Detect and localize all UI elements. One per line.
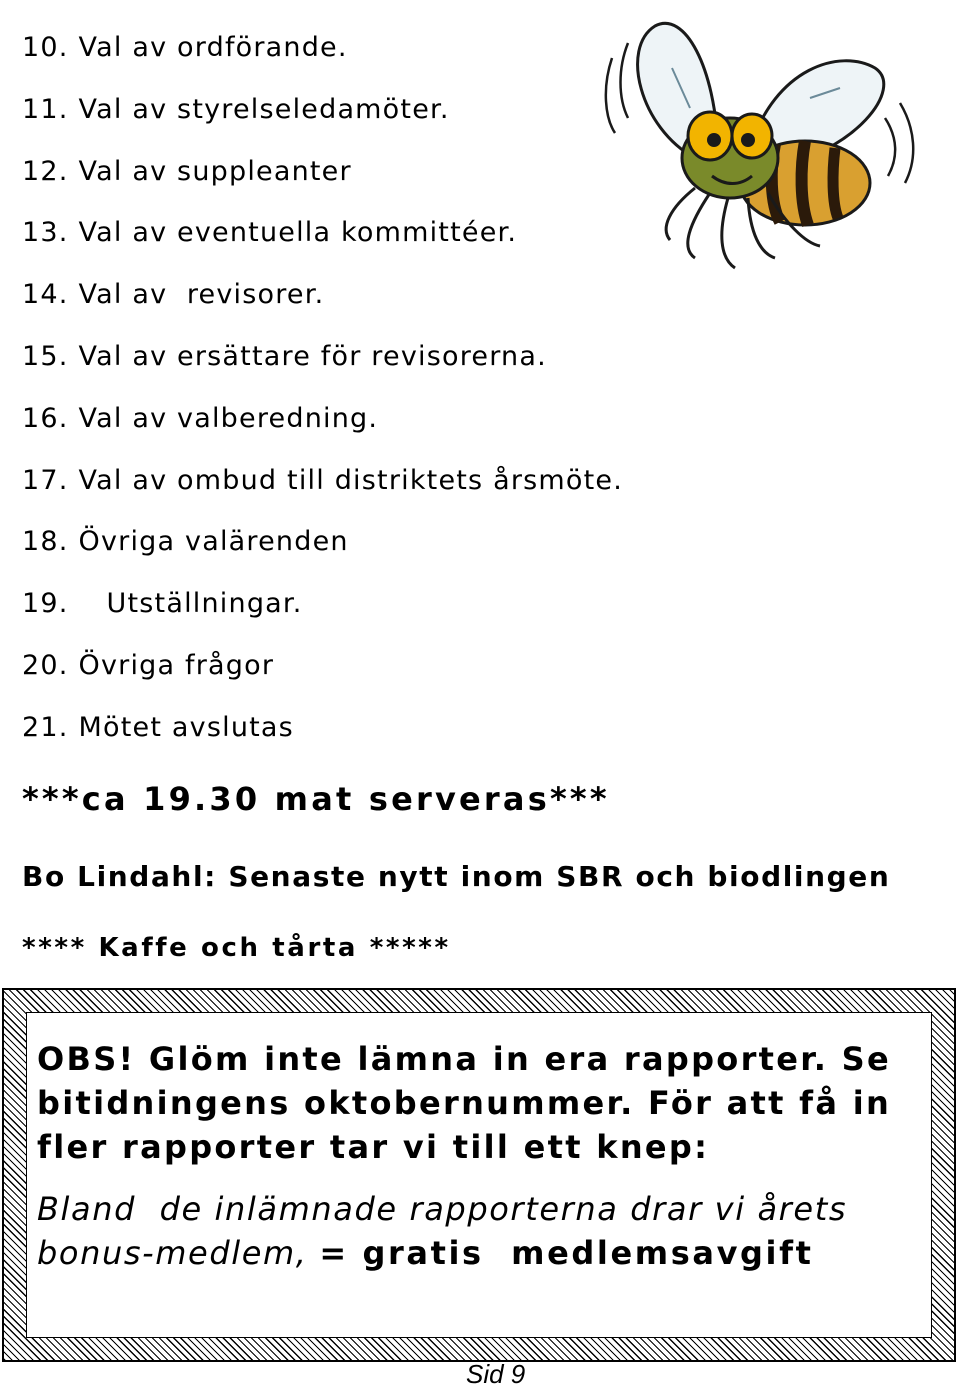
agenda-item [22, 399, 623, 461]
agenda-item-number: 18. [22, 526, 69, 558]
agenda-item-number: 21. [22, 711, 69, 743]
notice-bold-line: fler rapporter tar vi till ett knep: [37, 1128, 710, 1166]
agenda-item [22, 337, 623, 399]
coffee-announcement: **** Kaffe och tårta ***** [22, 933, 451, 963]
page-number: Sid 9 [466, 1359, 526, 1389]
agenda-item [22, 584, 623, 646]
notice-bold-line: OBS! Glöm inte lämna in era rapporter. Se [37, 1040, 892, 1078]
agenda-item-number: 12. [22, 155, 69, 187]
notice-italic-paragraph [37, 1187, 921, 1275]
agenda-item-number: 16. [22, 402, 69, 434]
notice-content [26, 1012, 932, 1338]
agenda-item-text: Val av eventuella kommittéer. [78, 217, 518, 249]
agenda-item [22, 275, 623, 337]
notice-box [2, 988, 956, 1362]
agenda-item-number: 10. [22, 32, 69, 63]
agenda-item-number: 14. [22, 279, 69, 311]
agenda-item-text: Val av ordförande. [78, 32, 348, 63]
agenda-item-text: Val av ersättare för revisorerna. [78, 340, 547, 372]
agenda-list [22, 28, 623, 770]
notice-italic-line: bonus-medlem, [37, 1234, 320, 1272]
agenda-item-number: 19. [22, 588, 69, 620]
agenda-item-text: Val av suppleanter [78, 155, 352, 187]
agenda-item-text: Mötet avslutas [78, 711, 294, 743]
food-announcement: ***ca 19.30 mat serveras*** [22, 780, 610, 818]
notice-italic-line: Bland de inlämnade rapporterna drar vi årets [37, 1190, 848, 1228]
bee-illustration [600, 8, 930, 283]
agenda-item [22, 90, 623, 152]
agenda-item-number: 20. [22, 649, 69, 681]
agenda-item-text: Val av revisorer. [78, 279, 325, 311]
agenda-item-text: Övriga valärenden [78, 526, 349, 558]
agenda-item-text: Val av ombud till distriktets årsmöte. [78, 464, 624, 496]
agenda-item [22, 461, 623, 523]
agenda-item [22, 522, 623, 584]
agenda-item-text: Utställningar. [106, 588, 303, 620]
bonus-offer: = gratis medlemsavgift [319, 1234, 814, 1272]
agenda-item-number: 17. [22, 464, 69, 496]
agenda-item-number: 13. [22, 217, 69, 249]
agenda-item [22, 152, 623, 214]
agenda-item [22, 708, 623, 770]
agenda-item [22, 213, 623, 275]
agenda-item [22, 28, 623, 90]
agenda-item-number: 11. [22, 93, 69, 125]
agenda-item-text: Övriga frågor [78, 649, 275, 681]
agenda-item-text: Val av valberedning. [78, 402, 379, 434]
agenda-item-text: Val av styrelseledamöter. [78, 93, 450, 125]
agenda-item-number: 15. [22, 340, 69, 372]
bee-head [682, 112, 778, 198]
lecture-announcement: Bo Lindahl: Senaste nytt inom SBR och biodlingen [22, 860, 891, 893]
agenda-item [22, 646, 623, 708]
notice-bold-line: bitidningens oktobernummer. För att få in [37, 1084, 892, 1122]
